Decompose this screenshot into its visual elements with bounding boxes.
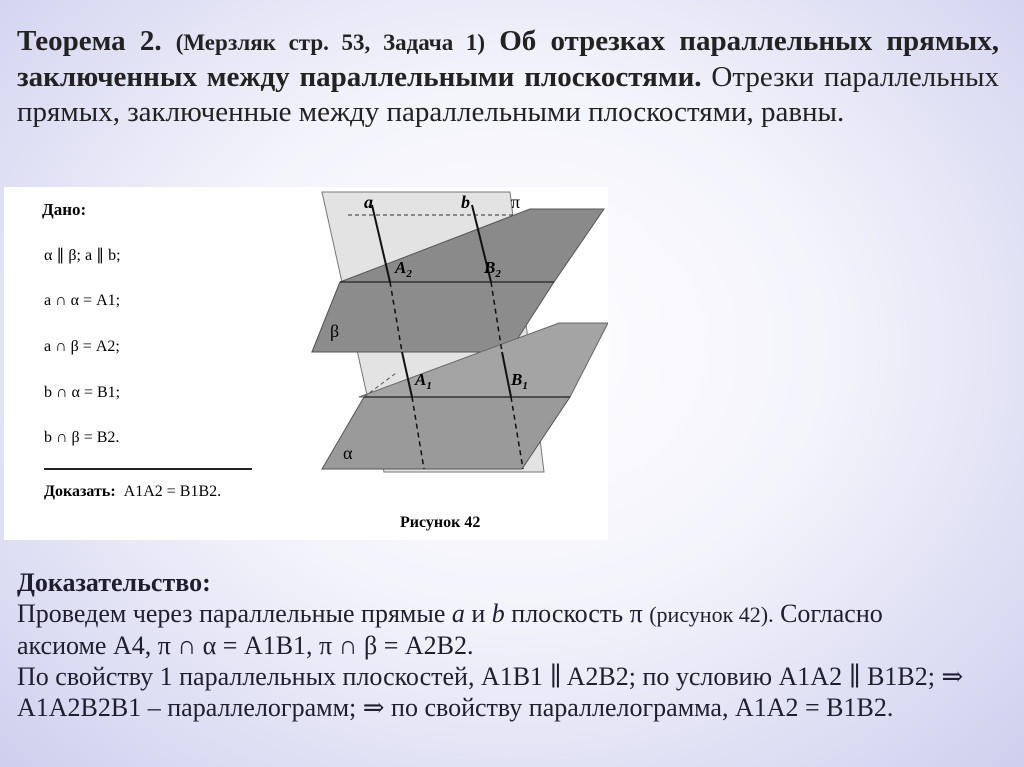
figure-reference: (рисунок 42). <box>649 602 774 627</box>
proof-line-1 <box>17 598 1007 630</box>
proof-header: Доказательство: <box>17 568 211 597</box>
given-item-1: α ∥ β; a ∥ b; <box>44 247 121 264</box>
theorem-block <box>17 24 999 130</box>
proof-block <box>17 567 1007 723</box>
label-A2: $A_2$ <box>395 258 412 280</box>
figure-svg <box>4 187 608 540</box>
prove-label: Доказать: <box>44 483 116 500</box>
label-a: a <box>364 192 373 212</box>
given-header: Дано: <box>42 200 87 219</box>
given-item-3: a ∩ β = A2; <box>44 338 120 355</box>
prove-expr: A1A2 = B1B2. <box>123 483 222 500</box>
proof-line-4: A1A2B2B1 – параллелограмм; ⇒ по свойству параллелограмма, A1A2 = B1B2. <box>17 693 894 722</box>
figure-42 <box>4 187 608 540</box>
figure-caption: Рисунок 42 <box>400 514 481 531</box>
var-a: a <box>451 599 465 628</box>
label-beta: β <box>330 321 340 341</box>
label-B2: $B_2$ <box>484 258 501 280</box>
label-B1: $B_1$ <box>511 370 528 392</box>
proof-l1-plane: плоскость π <box>504 599 650 628</box>
theorem-label: Теорема 2. <box>17 25 162 57</box>
label-A1: $A_1$ <box>415 370 432 392</box>
label-pi: π <box>511 192 521 212</box>
proof-l1-end: Согласно <box>773 599 883 628</box>
label-b: b <box>461 192 470 212</box>
theorem-source: (Мерзляк стр. 53, Задача 1) <box>175 30 486 55</box>
given-item-4: b ∩ α = B1; <box>44 384 121 401</box>
given-item-2: a ∩ α = A1; <box>44 292 121 309</box>
label-alpha: α <box>343 443 353 463</box>
given-item-5: b ∩ β = B2. <box>44 429 120 446</box>
proof-l1-text: Проведем через параллельные прямые <box>17 599 452 628</box>
theorem-statement: Отрезки параллельных прямых, заключенные между параллельными плоскостями, равны. <box>17 61 1000 128</box>
proof-l1-and: и <box>464 599 492 628</box>
prove-line <box>44 483 221 500</box>
proof-line-3: По свойству 1 параллельных плоскостей, A1B1 ∥ A2B2; по условию A1A2 ∥ B1B2; ⇒ <box>17 662 964 691</box>
proof-line-2: аксиоме А4, π ∩ α = A1B1, π ∩ β = A2B2. <box>17 631 474 660</box>
var-b: b <box>491 599 505 628</box>
theorem-title: Об отрезках параллельных прямых, заключенных между параллельными плоскостями. <box>17 25 1000 93</box>
